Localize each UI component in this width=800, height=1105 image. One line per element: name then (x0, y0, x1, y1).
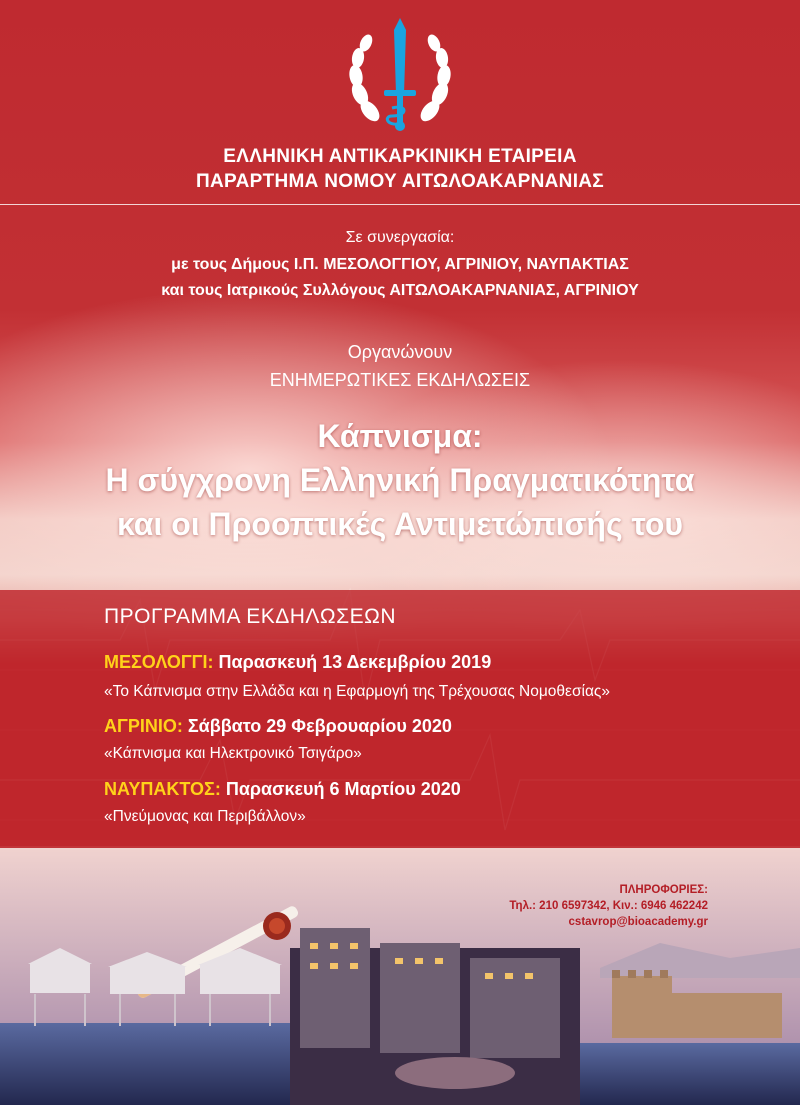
cooperation-intro: Σε συνεργασία: (345, 229, 455, 246)
org-name-line1: ΕΛΛΗΝΙΚΗ ΑΝΤΙΚΑΡΚΙΝΙΚΗ ΕΤΑΙΡΕΙΑ (223, 146, 577, 167)
event-1-date: Παρασκευή 13 Δεκεμβρίου 2019 (218, 652, 492, 672)
program-heading: ΠΡΟΓΡΑΜΜΑ ΕΚΔΗΛΩΣΕΩΝ (104, 605, 396, 628)
contact-label: ΠΛΗΡΟΦΟΡΙΕΣ: (619, 884, 708, 896)
cooperation-municipalities: με τους Δήμους Ι.Π. ΜΕΣΟΛΟΓΓΙΟΥ, ΑΓΡΙΝΙΟΥ, ΝΑΥΠΑΚΤΙΑΣ (171, 256, 629, 273)
society-logo-icon (340, 16, 460, 136)
title-line3: και οι Προοπτικές Αντιμετώπισής του (116, 506, 684, 542)
event-3-city: ΝΑΥΠΑΚΤΟΣ: (104, 779, 221, 799)
contact-email[interactable]: cstavrop@bioacademy.gr (568, 916, 708, 928)
org-name-line2: ΠΑΡΑΡΤΗΜΑ ΝΟΜΟΥ ΑΙΤΩΛΟΑΚΑΡΝΑΝΙΑΣ (195, 171, 604, 192)
event-3 (104, 779, 461, 800)
title-line2: Η σύγχρονη Ελληνική Πραγματικότητα (105, 462, 695, 498)
event-1 (104, 652, 491, 673)
event-2-date: Σάββατο 29 Φεβρουαρίου 2020 (187, 716, 452, 736)
contact-phones: Τηλ.: 210 6597342, Κιν.: 6946 462242 (509, 900, 708, 912)
contact-info (509, 882, 708, 930)
event-3-date: Παρασκευή 6 Μαρτίου 2020 (225, 779, 461, 799)
event-2-topic: «Κάπνισμα και Ηλεκτρονικό Τσιγάρο» (104, 745, 362, 762)
organize-events: ΕΝΗΜΕΡΩΤΙΚΕΣ ΕΚΔΗΛΩΣΕΙΣ (269, 370, 531, 390)
title-line1: Κάπνισμα: (317, 418, 483, 454)
event-1-topic: «Το Κάπνισμα στην Ελλάδα και η Εφαρμογή της Τρέχουσας Νομοθεσίας» (104, 683, 611, 700)
header-divider (0, 204, 800, 205)
event-1-city: ΜΕΣΟΛΟΓΓΙ: (104, 652, 214, 672)
organize-verb: Οργανώνουν (347, 342, 453, 362)
cooperation-medical-associations: και τους Ιατρικούς Συλλόγους ΑΙΤΩΛΟΑΚΑΡΝΑΝΙΑΣ, ΑΓΡΙΝΙΟΥ (161, 282, 639, 299)
event-2-city: ΑΓΡΙΝΙΟ: (104, 716, 183, 736)
event-3-topic: «Πνεύμονας και Περιβάλλον» (104, 808, 306, 825)
event-2 (104, 716, 452, 737)
